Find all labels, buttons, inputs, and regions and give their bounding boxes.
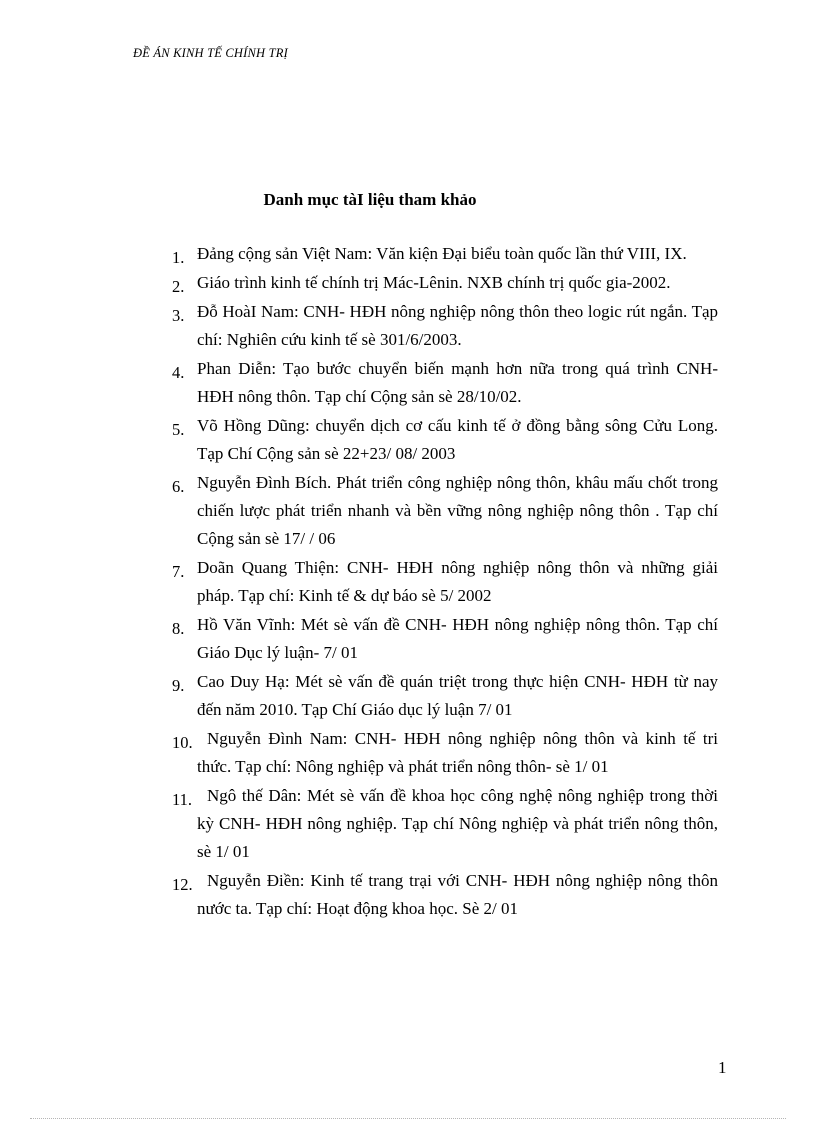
reference-text: Võ Hồng Dũng: chuyển dịch cơ cấu kinh tế ở đồng bằng sông Cửu Long. Tạp Chí Cộng sản sè 22+23/ 08/ 2003 — [197, 416, 718, 463]
reference-text: Ngô thế Dân: Mét sè vấn đề khoa học công nghệ nông nghiệp trong thời kỳ CNH- HĐH nông nghiệp. Tạp chí Nông nghiệp và phát triển nông thôn, sè 1/ 01 — [197, 786, 718, 861]
reference-number: 10. — [172, 733, 193, 752]
reference-item — [172, 298, 718, 354]
page-bottom-divider — [30, 1118, 786, 1119]
reference-text: Nguyễn Đình Bích. Phát triển công nghiệp nông thôn, khâu mấu chốt trong chiến lược phát triển nhanh và bền vững nông nghiệp nông thôn . Tạp chí Cộng sản sè 17/ / 06 — [197, 473, 718, 548]
reference-item — [172, 412, 718, 468]
reference-text: Phan Diễn: Tạo bước chuyển biến mạnh hơn nữa trong quá trình CNH- HĐH nông thôn. Tạp chí Cộng sản sè 28/10/02. — [197, 359, 718, 406]
reference-number: 1. — [172, 248, 185, 267]
reference-number: 5. — [172, 420, 185, 439]
reference-item — [172, 782, 718, 866]
reference-text: Doãn Quang Thiện: CNH- HĐH nông nghiệp nông thôn và những giải pháp. Tạp chí: Kinh tế & dự báo sè 5/ 2002 — [197, 558, 718, 605]
reference-text: Đỗ HoàI Nam: CNH- HĐH nông nghiệp nông thôn theo logic rút ngắn. Tạp chí: Nghiên cứu kinh tế sè 301/6/2003. — [197, 302, 718, 349]
reference-item — [172, 668, 718, 724]
reference-list — [172, 240, 718, 924]
reference-item — [172, 611, 718, 667]
reference-item — [172, 867, 718, 923]
running-header: ĐỀ ÁN KINH TẾ CHÍNH TRỊ — [133, 46, 288, 60]
reference-number: 7. — [172, 562, 185, 581]
page-number: 1 — [718, 1058, 727, 1077]
reference-number: 6. — [172, 477, 185, 496]
reference-number: 3. — [172, 306, 185, 325]
reference-text: Hồ Văn Vĩnh: Mét sè vấn đề CNH- HĐH nông nghiệp nông thôn. Tạp chí Giáo Dục lý luận- 7/ 01 — [197, 615, 718, 662]
reference-number: 11. — [172, 790, 193, 809]
reference-number: 8. — [172, 619, 185, 638]
reference-text: Nguyễn Điền: Kinh tế trang trại với CNH- HĐH nông nghiệp nông thôn nước ta. Tạp chí: Hoạt động khoa học. Sè 2/ 01 — [197, 871, 718, 918]
reference-number: 9. — [172, 676, 185, 695]
reference-item — [172, 355, 718, 411]
reference-item — [172, 554, 718, 610]
reference-item — [172, 269, 718, 297]
page-title: Danh mục tàI liệu tham khảo — [263, 190, 477, 209]
reference-text: Cao Duy Hạ: Mét sè vấn đề quán triệt trong thực hiện CNH- HĐH từ nay đến năm 2010. Tạp Chí Giáo dục lý luận 7/ 01 — [197, 672, 718, 719]
reference-number: 2. — [172, 277, 185, 296]
reference-text: Nguyễn Đình Nam: CNH- HĐH nông nghiệp nông thôn và kinh tế tri thức. Tạp chí: Nông nghiệp và phát triển nông thôn- sè 1/ 01 — [197, 729, 718, 776]
reference-text: Giáo trình kinh tế chính trị Mác-Lênin. NXB chính trị quốc gia-2002. — [197, 273, 671, 292]
reference-number: 4. — [172, 363, 185, 382]
reference-number: 12. — [172, 875, 193, 894]
reference-item — [172, 725, 718, 781]
reference-item — [172, 469, 718, 553]
reference-text: Đảng cộng sản Việt Nam: Văn kiện Đại biểu toàn quốc lần thứ VIII, IX. — [197, 244, 687, 263]
reference-item — [172, 240, 718, 268]
